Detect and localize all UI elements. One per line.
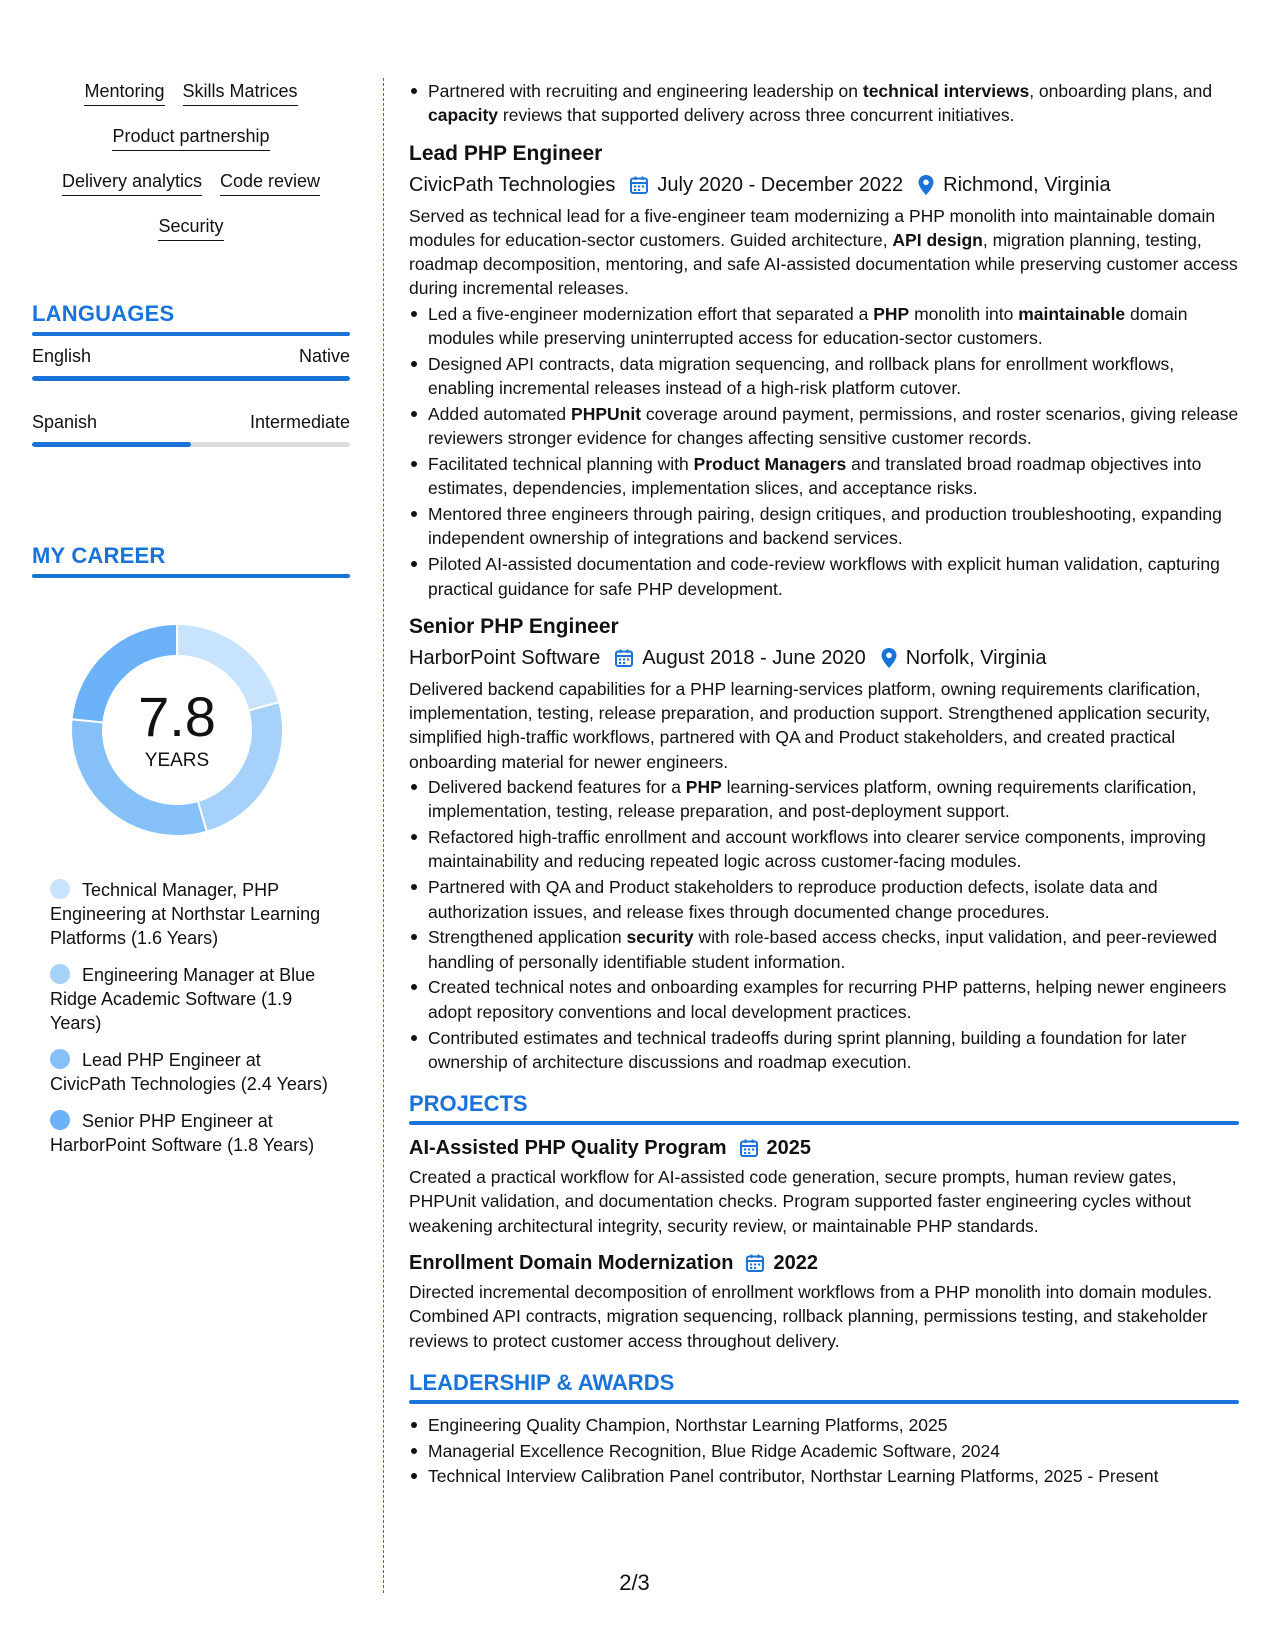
language-item [32, 411, 350, 447]
bullet-list [409, 79, 1239, 128]
job-summary: Served as technical lead for a five-engineer team modernizing a PHP monolith into maintainable domain modules for education-sector customers. Guided architecture, API design, migration planning, testing, roadmap decomposition, mentoring, and safe AI-assisted documentation while preserving customer access during incremental releases. [409, 205, 1238, 299]
career-legend-item: Engineering Manager at Blue Ridge Academic Software (1.9 Years) [50, 965, 316, 1033]
award-item: Technical Interview Calibration Panel contributor, Northstar Learning Platforms, 2025 - Present [409, 1464, 1239, 1488]
job-title: Lead PHP Engineer [409, 141, 603, 165]
career-donut-chart [65, 618, 289, 842]
bullet-item: Mentored three engineers through pairing, design critiques, and production troubleshooting, expanding independent ownership of integrations and backend services. [409, 502, 1239, 551]
project-description: Created a practical workflow for AI-assisted code generation, secure prompts, human review gates, PHPUnit validation, and documentation checks. Program supported faster engineering cycles without weakening architectural integrity, security review, or maintainable PHP standards. [409, 1167, 1192, 1236]
map-pin-icon [880, 647, 898, 669]
career-rule [32, 574, 350, 578]
legend-dot-icon [50, 964, 70, 984]
job-dates: August 2018 - June 2020 [642, 646, 866, 669]
career-total-unit: YEARS [144, 750, 210, 771]
language-level-bar [32, 376, 350, 381]
bullet-item: Delivered backend features for a PHP learning-services platform, owning requirements clarification, implementation, testing, release preparation, and post-deployment support. [409, 775, 1239, 824]
page-number: 2/3 [619, 1570, 650, 1595]
bullet-item: Added automated PHPUnit coverage around payment, permissions, and roster scenarios, giving release reviewers stronger evidence for changes affecting sensitive customer records. [409, 402, 1239, 451]
language-level: Intermediate [249, 412, 350, 432]
legend-dot-icon [50, 879, 70, 899]
bullet-item: Created technical notes and onboarding examples for recurring PHP patterns, helping newer engineers adopt repository conventions and local development practices. [409, 975, 1239, 1024]
career-legend [50, 878, 340, 1170]
job-title: Senior PHP Engineer [409, 614, 619, 638]
job-dates: July 2020 - December 2022 [657, 173, 904, 196]
bullet-item: Designed API contracts, data migration sequencing, and rollback plans for enrollment workflows, enabling incremental releases instead of a high-risk platform cutover. [409, 352, 1239, 401]
language-level: Native [298, 346, 350, 366]
company-name: HarborPoint Software [409, 646, 601, 669]
awards-heading: LEADERSHIP & AWARDS [409, 1369, 675, 1395]
calendar-icon [745, 1253, 765, 1273]
project-name: AI-Assisted PHP Quality Program [409, 1137, 727, 1160]
career-heading: MY CAREER [32, 543, 166, 568]
company-name: CivicPath Technologies [409, 173, 616, 196]
career-legend-item: Lead PHP Engineer at CivicPath Technologies (2.4 Years) [50, 1050, 328, 1094]
job-location: Richmond, Virginia [943, 173, 1111, 196]
column-divider [383, 78, 384, 1593]
skill-tag: Mentoring [84, 80, 164, 106]
job-summary: Delivered backend capabilities for a PHP learning-services platform, owning requirements clarification, implementation, testing, release preparation, and production support. Strengthened application security, simplified high-traffic workflows, partnered with QA and Product stakeholders, and created practical onboarding material for newer engineers. [409, 678, 1211, 772]
career-legend-item: Technical Manager, PHP Engineering at Northstar Learning Platforms (1.6 Years) [50, 880, 321, 948]
bullet-item: Partnered with QA and Product stakeholders to reproduce production defects, isolate data and authorization issues, and release fixes through documented change procedures. [409, 875, 1239, 924]
award-item: Managerial Excellence Recognition, Blue Ridge Academic Software, 2024 [409, 1439, 1239, 1463]
language-name: English [32, 346, 92, 366]
skill-tag: Security [158, 215, 223, 241]
project-title [409, 1250, 1239, 1276]
languages-rule [32, 332, 350, 336]
job-meta [409, 645, 1239, 671]
project-year: 2022 [773, 1251, 818, 1274]
bullet-item: Refactored high-traffic enrollment and account workflows into clearer service components, improving maintainability and reducing repeated logic across customer-facing modules. [409, 825, 1239, 874]
language-name: Spanish [32, 412, 98, 432]
bullet-item: Contributed estimates and technical tradeoffs during sprint planning, building a foundation for later ownership of architecture discussions and roadmap execution. [409, 1026, 1239, 1075]
project-title [409, 1135, 1239, 1161]
award-item: Engineering Quality Champion, Northstar Learning Platforms, 2025 [409, 1413, 1239, 1437]
awards-rule [409, 1400, 1239, 1404]
main-content [409, 79, 1239, 1490]
legend-dot-icon [50, 1110, 70, 1130]
calendar-icon [629, 175, 649, 195]
career-total-years: 7.8 [138, 685, 216, 748]
project-year: 2025 [766, 1137, 811, 1160]
language-item [32, 345, 350, 381]
career-legend-item: Senior PHP Engineer at HarborPoint Software (1.8 Years) [50, 1111, 315, 1155]
bullet-item: Led a five-engineer modernization effort that separated a PHP monolith into maintainable domain modules while preserving uninterrupted access for education-sector customers. [409, 302, 1239, 351]
project-name: Enrollment Domain Modernization [409, 1251, 734, 1274]
bullet-item: Partnered with recruiting and engineering leadership on technical interviews, onboarding plans, and capacity reviews that supported delivery across three concurrent initiatives. [409, 79, 1239, 128]
projects-rule [409, 1121, 1239, 1125]
bullet-list [409, 775, 1239, 1074]
skill-tag: Skills Matrices [183, 80, 298, 106]
sidebar [32, 80, 350, 1155]
calendar-icon [614, 648, 634, 668]
skill-tag: Product partnership [112, 125, 269, 151]
bullet-list [409, 302, 1239, 601]
bullet-item: Facilitated technical planning with Product Managers and translated broad roadmap objectives into estimates, dependencies, implementation slices, and acceptance risks. [409, 452, 1239, 501]
bullet-item: Strengthened application security with role-based access checks, input validation, and peer-reviewed handling of personally identifiable student information. [409, 925, 1239, 974]
skills-list [32, 80, 350, 241]
legend-dot-icon [50, 1049, 70, 1069]
bullet-item: Piloted AI-assisted documentation and code-review workflows with explicit human validation, capturing practical guidance for safe PHP development. [409, 552, 1239, 601]
bullet-list [409, 1413, 1239, 1489]
map-pin-icon [917, 174, 935, 196]
language-level-bar [32, 442, 350, 447]
skill-tag: Delivery analytics [62, 170, 202, 196]
job-meta [409, 172, 1239, 198]
calendar-icon [739, 1138, 759, 1158]
projects-heading: PROJECTS [409, 1091, 528, 1117]
project-description: Directed incremental decomposition of enrollment workflows from a PHP monolith into domain modules. Combined API contracts, migration sequencing, rollback planning, permissions testing, and stakeholder reviews to protect customer access throughout delivery. [409, 1281, 1213, 1351]
job-location: Norfolk, Virginia [905, 646, 1047, 669]
skill-tag: Code review [220, 170, 320, 196]
languages-heading: LANGUAGES [32, 301, 175, 326]
